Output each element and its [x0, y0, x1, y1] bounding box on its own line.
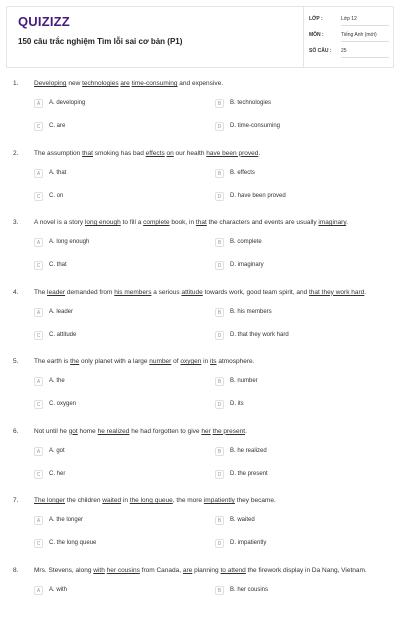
meta-underline: [341, 57, 389, 58]
option-label: A. the longer: [49, 517, 84, 523]
option-label: B. complete: [230, 239, 262, 245]
answer-option[interactable]: [215, 238, 375, 250]
question-item: [0, 358, 400, 428]
text-segment: from Canada,: [139, 566, 183, 574]
option-letter-box: C: [34, 400, 43, 409]
option-label: B. technologies: [230, 100, 272, 106]
text-segment: Not until he: [34, 427, 69, 435]
answer-option[interactable]: [215, 516, 375, 528]
answer-option[interactable]: [34, 377, 194, 389]
option-letter-box: A: [34, 377, 43, 386]
option-label: D. impatiently: [230, 540, 267, 546]
answer-option[interactable]: [34, 308, 194, 320]
answer-option[interactable]: [215, 331, 375, 343]
option-label: C. the long queue: [49, 540, 97, 546]
answer-option[interactable]: [34, 261, 194, 273]
option-letter-box: B: [215, 99, 224, 108]
text-segment: The: [34, 288, 48, 296]
underlined-segment: Developing: [34, 80, 67, 87]
option-label: B. he realized: [230, 447, 267, 454]
option-letter-box: A: [34, 238, 43, 247]
question-text: [34, 150, 260, 157]
worksheet-header: [6, 6, 394, 68]
underlined-segment: got: [68, 427, 78, 435]
quizizz-logo: QUIZIZZ: [18, 14, 70, 29]
option-letter-box: B: [215, 586, 224, 595]
answer-option[interactable]: [215, 586, 375, 598]
underlined-segment: that: [195, 219, 207, 226]
option-letter-box: A: [34, 447, 43, 456]
question-number: 8.: [13, 566, 19, 574]
option-label: C. attitude: [49, 331, 77, 338]
option-label: B. waited: [230, 517, 255, 523]
meta-underline: [341, 41, 389, 42]
question-item: [0, 80, 400, 150]
option-label: D. have been proved: [230, 192, 286, 199]
meta-key: LỚP :: [309, 16, 323, 22]
underlined-segment: waited: [102, 497, 122, 504]
text-segment: .: [258, 149, 261, 157]
option-letter-box: C: [34, 261, 43, 270]
option-letter-box: D: [215, 261, 224, 270]
question-item: [0, 289, 400, 359]
answer-option[interactable]: [34, 516, 194, 528]
underlined-segment: attitude: [181, 288, 203, 296]
question-number: 4.: [13, 288, 19, 296]
question-item: [0, 497, 400, 567]
question-item: [0, 428, 400, 498]
option-letter-box: A: [34, 516, 43, 525]
underlined-segment: impatiently: [203, 497, 235, 504]
option-letter-box: C: [34, 331, 43, 340]
option-label: A. that: [49, 169, 67, 176]
option-label: C. on: [49, 192, 64, 199]
underlined-segment: leader: [47, 288, 66, 296]
question-item: [0, 219, 400, 289]
option-label: A. the: [49, 378, 65, 384]
option-letter-box: B: [215, 238, 224, 247]
answer-option[interactable]: [34, 99, 194, 111]
option-label: A. with: [49, 586, 68, 593]
meta-grade: [309, 16, 391, 30]
option-letter-box: A: [34, 99, 43, 108]
text-segment: Mrs. Stevens, along: [34, 566, 94, 574]
option-label: C. her: [49, 470, 66, 477]
text-segment: to fill a: [120, 219, 144, 226]
underlined-segment: that: [82, 149, 93, 157]
answer-option[interactable]: [34, 470, 194, 482]
text-segment: the children: [65, 497, 103, 504]
meta-subject: [309, 32, 391, 46]
option-letter-box: A: [34, 308, 43, 317]
option-letter-box: C: [34, 192, 43, 201]
answer-option[interactable]: [215, 400, 375, 412]
underlined-segment: number: [149, 358, 172, 365]
underlined-segment: the present: [212, 427, 246, 435]
text-segment: , the more: [172, 497, 204, 504]
question-number: 5.: [13, 358, 19, 365]
text-segment: the firework display in Da Nang, Vietnam.: [245, 566, 367, 574]
option-letter-box: C: [34, 539, 43, 548]
text-segment: A novel is a story: [34, 219, 85, 226]
option-label: B. her cousins: [230, 586, 269, 593]
answer-option[interactable]: [215, 539, 375, 551]
underlined-segment: time-consuming: [131, 80, 178, 87]
header-divider: [303, 7, 304, 67]
option-letter-box: D: [215, 400, 224, 409]
text-segment: in: [201, 358, 211, 365]
question-text: [34, 358, 254, 365]
question-number: 7.: [13, 497, 19, 504]
answer-option[interactable]: [215, 377, 375, 389]
underlined-segment: The longer: [34, 497, 66, 504]
underlined-segment: to attend: [220, 566, 246, 574]
option-letter-box: D: [215, 192, 224, 201]
question-number: 6.: [13, 427, 19, 435]
option-letter-box: D: [215, 122, 224, 131]
answer-option[interactable]: [215, 447, 375, 459]
option-letter-box: D: [215, 470, 224, 479]
text-segment: only planet with a large: [79, 358, 150, 365]
text-segment: he had forgotten to give: [129, 427, 202, 435]
answer-option[interactable]: [215, 169, 375, 181]
answer-option[interactable]: [34, 586, 194, 598]
meta-key: MÔN :: [309, 32, 324, 38]
underlined-segment: that they work hard: [309, 288, 365, 296]
text-segment: and expensive.: [177, 80, 224, 87]
underlined-segment: are: [182, 566, 193, 574]
answer-option[interactable]: [215, 470, 375, 482]
text-segment: book, in: [169, 219, 196, 226]
underlined-segment: her: [201, 427, 211, 435]
meta-value: Lớp 12: [341, 16, 357, 22]
answer-option[interactable]: [215, 192, 375, 204]
underlined-segment: on: [166, 149, 174, 157]
option-label: C. are: [49, 123, 66, 129]
answer-option[interactable]: [215, 261, 375, 273]
underlined-segment: have been proved: [206, 149, 259, 157]
text-segment: .: [364, 288, 367, 296]
answer-option[interactable]: [215, 122, 375, 134]
text-segment: new: [66, 80, 83, 87]
text-segment: The earth is: [34, 358, 71, 365]
meta-value: 25: [341, 48, 347, 54]
answer-option[interactable]: [34, 447, 194, 459]
underlined-segment: his members: [114, 288, 152, 296]
answer-option[interactable]: [34, 122, 194, 134]
answer-option[interactable]: [34, 238, 194, 250]
question-item: [0, 567, 400, 637]
text-segment: they became.: [234, 497, 276, 504]
answer-option[interactable]: [34, 192, 194, 204]
underlined-segment: imaginary: [318, 219, 347, 226]
option-label: D. time-consuming: [230, 123, 281, 129]
option-letter-box: C: [34, 470, 43, 479]
text-segment: atmosphere.: [216, 358, 255, 365]
answer-option[interactable]: [34, 539, 194, 551]
option-label: C. oxygen: [49, 401, 77, 407]
underlined-segment: her cousins: [106, 566, 140, 574]
meta-question-count: [309, 48, 391, 62]
underlined-segment: the long queue: [129, 497, 173, 504]
underlined-segment: are: [120, 80, 130, 87]
underlined-segment: technologies: [82, 80, 119, 87]
text-segment: towards work, good team spirit, and: [202, 288, 309, 296]
text-segment: the characters and events are usually: [206, 219, 319, 226]
option-label: A. leader: [49, 308, 74, 315]
text-segment: our health: [173, 149, 207, 157]
option-letter-box: A: [34, 169, 43, 178]
option-label: D. imaginary: [230, 262, 264, 268]
underlined-segment: oxygen: [180, 358, 202, 365]
option-letter-box: D: [215, 539, 224, 548]
question-text: [34, 497, 276, 504]
option-letter-box: B: [215, 516, 224, 525]
option-label: C. that: [49, 262, 67, 268]
answer-option[interactable]: [34, 331, 194, 343]
option-label: D. that they work hard: [230, 331, 289, 338]
text-segment: .: [346, 219, 348, 226]
option-label: D. its: [230, 401, 244, 407]
underlined-segment: he realized: [97, 427, 130, 435]
underlined-segment: with: [93, 566, 105, 574]
text-segment: smoking has bad: [92, 149, 146, 157]
text-segment: of: [171, 358, 181, 365]
answer-option[interactable]: [34, 400, 194, 412]
text-segment: The assumption: [34, 149, 83, 157]
text-segment: demanded from: [65, 288, 115, 296]
answer-option[interactable]: [215, 308, 375, 320]
question-number: 3.: [13, 219, 19, 226]
option-label: A. long enough: [49, 239, 90, 245]
underlined-segment: long enough: [84, 219, 121, 226]
question-item: [0, 150, 400, 220]
option-letter-box: D: [215, 331, 224, 340]
question-text: [34, 567, 367, 574]
text-segment: .: [245, 427, 247, 435]
option-letter-box: A: [34, 586, 43, 595]
option-letter-box: B: [215, 377, 224, 386]
text-segment: in: [121, 497, 130, 504]
text-segment: home: [77, 427, 98, 435]
option-letter-box: B: [215, 308, 224, 317]
answer-option[interactable]: [215, 99, 375, 111]
option-label: D. the present: [230, 470, 268, 477]
option-label: B. his members: [230, 308, 272, 315]
question-text: [34, 428, 247, 435]
question-text: [34, 219, 348, 226]
option-letter-box: C: [34, 122, 43, 131]
underlined-segment: complete: [143, 219, 170, 226]
option-letter-box: B: [215, 169, 224, 178]
worksheet-title: 150 câu trắc nghiệm Tìm lỗi sai cơ bản (P1): [18, 37, 183, 46]
question-number: 2.: [13, 149, 19, 157]
underlined-segment: effects: [145, 149, 165, 157]
underlined-segment: the: [70, 358, 80, 365]
option-label: B. number: [230, 378, 258, 384]
question-number: 1.: [13, 80, 19, 87]
meta-key: SỐ CÂU :: [309, 48, 332, 54]
meta-value: Tiếng Anh (mới): [341, 32, 377, 38]
text-segment: a serious: [151, 288, 182, 296]
text-segment: planning: [192, 566, 221, 574]
answer-option[interactable]: [34, 169, 194, 181]
underlined-segment: its: [210, 358, 217, 365]
question-text: [34, 289, 366, 296]
option-label: B. effects: [230, 169, 255, 176]
meta-underline: [341, 25, 389, 26]
option-label: A. got: [49, 447, 65, 454]
question-text: [34, 80, 223, 87]
option-letter-box: B: [215, 447, 224, 456]
option-label: A. developing: [49, 100, 86, 106]
